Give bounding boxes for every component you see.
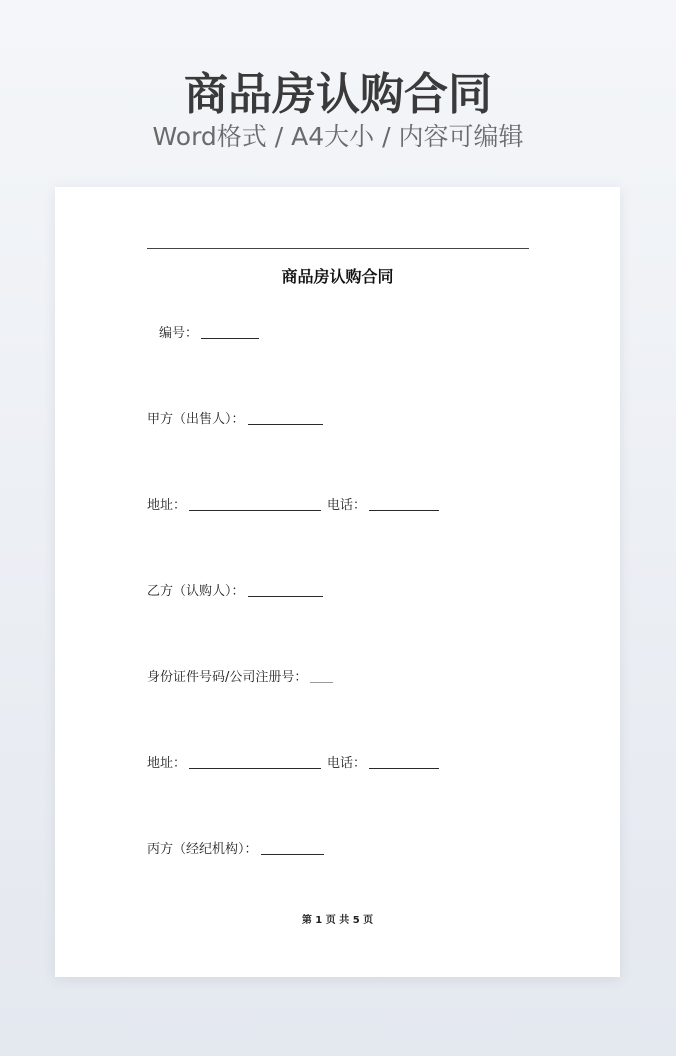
party-b-id-label: 身份证件号码/公司注册号： xyxy=(147,670,308,685)
hero-title: 商品房认购合同 xyxy=(184,69,492,120)
contract-number-row xyxy=(159,326,259,342)
party-a-phone-label: 电话： xyxy=(327,498,367,513)
page-footer: 第 1 页 共 5 页 xyxy=(301,915,374,926)
party-a-contact-row xyxy=(147,498,439,514)
header-rule xyxy=(147,248,529,249)
party-a-label: 甲方（出售人）： xyxy=(147,412,245,427)
party-b-label: 乙方（认购人）： xyxy=(147,584,245,599)
document-page xyxy=(55,187,620,977)
contract-number-fill-line xyxy=(201,327,259,339)
party-b-phone-label: 电话： xyxy=(327,756,367,771)
document-title: 商品房认购合同 xyxy=(281,267,394,286)
party-a-row xyxy=(147,412,323,428)
party-b-id-fill-line xyxy=(310,671,333,683)
party-b-fill-line xyxy=(248,585,323,597)
party-a-address-fill-line xyxy=(189,499,321,511)
contract-number-label: 编号： xyxy=(159,326,199,341)
party-a-phone-fill-line xyxy=(369,499,439,511)
party-b-contact-row xyxy=(147,756,439,772)
party-a-fill-line xyxy=(248,413,323,425)
party-c-fill-line xyxy=(261,843,324,855)
party-b-address-fill-line xyxy=(189,757,321,769)
party-b-row xyxy=(147,584,323,600)
party-c-row xyxy=(147,842,324,858)
hero-subtitle: Word格式 / A4大小 / 内容可编辑 xyxy=(152,122,524,151)
party-b-phone-fill-line xyxy=(369,757,439,769)
party-a-address-label: 地址： xyxy=(147,498,187,513)
party-c-label: 丙方（经纪机构）： xyxy=(147,842,258,857)
party-b-id-row xyxy=(147,670,333,686)
party-b-address-label: 地址： xyxy=(147,756,187,771)
